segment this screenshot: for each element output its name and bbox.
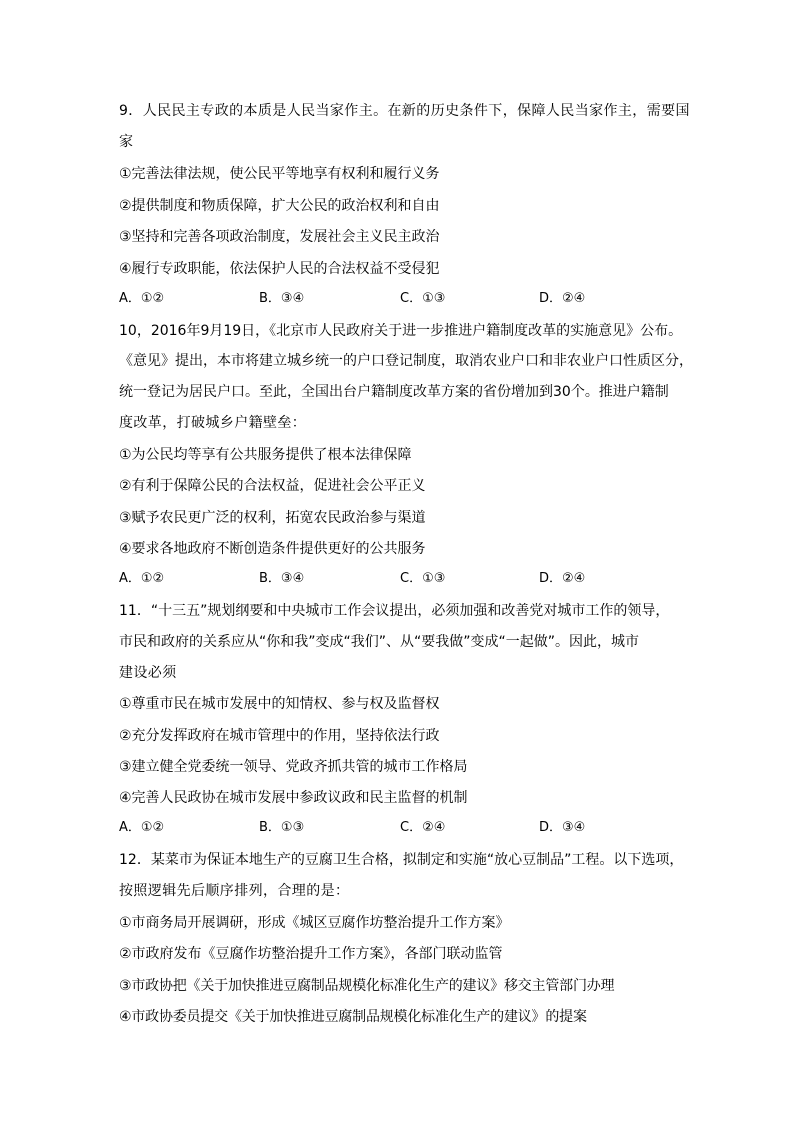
- q11-option-b: B．①③: [259, 820, 305, 835]
- q9-item-4: ④履行专政职能，依法保护人民的合法权益不受侵犯: [119, 261, 440, 277]
- q11-stem-line-2: 市民和政府的关系应从“你和我”变成“我们”、从“要我做”变成“一起做”。因此，城市: [119, 634, 640, 650]
- q12-stem-line-1: 12．某菜市为保证本地生产的豆腐卫生合格，拟制定和实施“放心豆制品”工程。以下选项，: [119, 852, 684, 868]
- q9-option-a: A．①②: [119, 291, 165, 306]
- q9-stem-line-2: 家: [119, 134, 134, 150]
- q11-stem-line-3: 建设必须: [119, 665, 177, 681]
- q11-option-a: A．①②: [119, 820, 165, 835]
- q11-option-c: C．②④: [400, 820, 446, 835]
- q11-item-2: ②充分发挥政府在城市管理中的作用，坚持依法行政: [119, 728, 440, 744]
- q10-option-d: D．②④: [539, 571, 586, 586]
- q10-stem-line-1: 10，2016年9月19日，《北京市人民政府关于进一步推进户籍制度改革的实施意见》公布。: [119, 323, 683, 339]
- q12-item-1: ①市商务局开展调研，形成《城区豆腐作坊整治提升工作方案》: [119, 915, 510, 931]
- q9-stem-line-1: 9．人民民主专政的本质是人民当家作主。在新的历史条件下，保障人民当家作主，需要国: [119, 103, 690, 119]
- q9-item-1: ①完善法律法规，使公民平等地享有权利和履行义务: [119, 166, 440, 182]
- q10-stem-line-4: 度改革，打破城乡户籍壁垒：: [119, 415, 307, 431]
- q10-item-4: ④要求各地政府不断创造条件提供更好的公共服务: [119, 541, 426, 557]
- q11-option-d: D．③④: [539, 820, 586, 835]
- q10-option-a: A．①②: [119, 571, 165, 586]
- q12-item-3: ③市政协把《关于加快推进豆腐制品规模化标准化生产的建议》移交主管部门办理: [119, 978, 615, 994]
- q11-item-1: ①尊重市民在城市发展中的知情权、参与权及监督权: [119, 696, 440, 712]
- q10-option-c: C．①③: [400, 571, 446, 586]
- q12-stem-line-2: 按照逻辑先后顺序排列，合理的是：: [119, 883, 350, 899]
- q11-options: [119, 818, 689, 838]
- q11-stem-line-1: 11．“十三五”规划纲要和中央城市工作会议提出，必须加强和改善党对城市工作的领导，: [119, 603, 670, 619]
- q9-options: [119, 289, 689, 309]
- q9-item-2: ②提供制度和物质保障，扩大公民的政治权利和自由: [119, 198, 440, 214]
- q11-item-4: ④完善人民政协在城市发展中参政议政和民主监督的机制: [119, 790, 468, 806]
- q9-option-c: C．①③: [400, 291, 446, 306]
- q10-item-1: ①为公民均等享有公共服务提供了根本法律保障: [119, 447, 412, 463]
- q10-item-2: ②有利于保障公民的合法权益，促进社会公平正义: [119, 478, 426, 494]
- q12-item-4: ④市政协委员提交《关于加快推进豆腐制品规模化标准化生产的建议》的提案: [119, 1009, 587, 1025]
- q10-item-3: ③赋予农民更广泛的权利，拓宽农民政治参与渠道: [119, 510, 426, 526]
- q9-item-3: ③坚持和完善各项政治制度，发展社会主义民主政治: [119, 229, 440, 245]
- q11-item-3: ③建立健全党委统一领导、党政齐抓共管的城市工作格局: [119, 759, 468, 775]
- q12-item-2: ②市政府发布《豆腐作坊整治提升工作方案》，各部门联动监管: [119, 946, 503, 962]
- q10-options: [119, 569, 689, 589]
- q9-option-b: B．③④: [259, 291, 305, 306]
- q10-option-b: B．③④: [259, 571, 305, 586]
- q10-stem-line-3: 统一登记为居民户口。至此，全国出台户籍制度改革方案的省份增加到30个。推进户籍制: [119, 384, 669, 400]
- q10-stem-line-2: 《意见》提出，本市将建立城乡统一的户口登记制度，取消农业户口和非农业户口性质区分，: [119, 353, 693, 369]
- q9-option-d: D．②④: [539, 291, 586, 306]
